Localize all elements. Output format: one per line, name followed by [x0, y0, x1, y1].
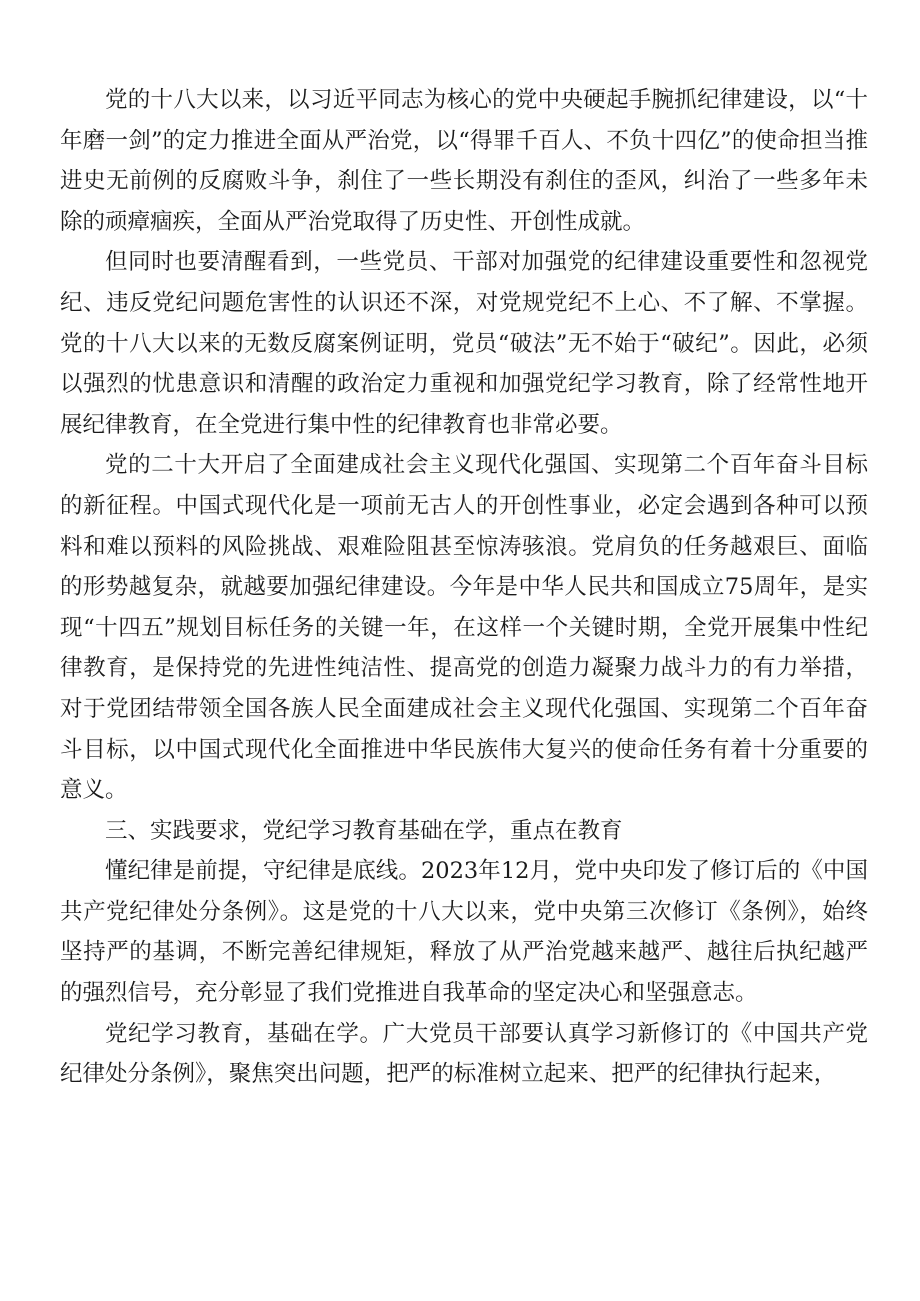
paragraph: 党纪学习教育，基础在学。广大党员干部要认真学习新修订的《中国共产党纪律处分条例》，聚焦突出问题，把严的标准树立起来、把严的纪律执行起来，	[60, 1020, 868, 1088]
paragraph: 但同时也要清醒看到，一些党员、干部对加强党的纪律建设重要性和忽视党纪、违反党纪问题危害性的认识还不深，对党规党纪不上心、不了解、不掌握。党的十八大以来的无数反腐案例证明，党员“破法”无不始于“破纪”。因此，必须以强烈的忧患意识和清醒的政治定力重视和加强党纪学习教育，除了经常性地开展纪律教育，在全党进行集中性的纪律教育也非常必要。	[60, 249, 868, 438]
section-heading: 三、实践要求，党纪学习教育基础在学，重点在教育	[105, 817, 623, 844]
paragraph: 党的二十大开启了全面建成社会主义现代化强国、实现第二个百年奋斗目标的新征程。中国式现代化是一项前无古人的开创性事业，必定会遇到各种可以预料和难以预料的风险挑战、艰难险阻甚至惊涛骇浪。党肩负的任务越艰巨、面临的形势越复杂，就越要加强纪律建设。今年是中华人民共和国成立75周年，是实现“十四五”规划目标任务的关键一年，在这样一个关键时期，全党开展集中性纪律教育，是保持党的先进性纯洁性、提高党的创造力凝聚力战斗力的有力举措，对于党团结带领全国各族人民全面建成社会主义现代化强国、实现第二个百年奋斗目标，以中国式现代化全面推进中华民族伟大复兴的使命任务有着十分重要的意义。	[60, 452, 868, 804]
paragraph: 懂纪律是前提，守纪律是底线。2023年12月，党中央印发了修订后的《中国共产党纪律处分条例》。这是党的十八大以来，党中央第三次修订《条例》，始终坚持严的基调，不断完善纪律规矩，释放了从严治党越来越严、越往后执纪越严的强烈信号，充分彰显了我们党推进自我革命的坚定决心和坚强意志。	[60, 858, 868, 1007]
paragraph: 党的十八大以来，以习近平同志为核心的党中央硬起手腕抓纪律建设，以“十年磨一剑”的定力推进全面从严治党，以“得罪千百人、不负十四亿”的使命担当推进史无前例的反腐败斗争，刹住了一些长期没有刹住的歪风，纠治了一些多年未除的顽瘴痼疾，全面从严治党取得了历史性、开创性成就。	[60, 87, 868, 235]
document-body	[60, 80, 868, 1095]
